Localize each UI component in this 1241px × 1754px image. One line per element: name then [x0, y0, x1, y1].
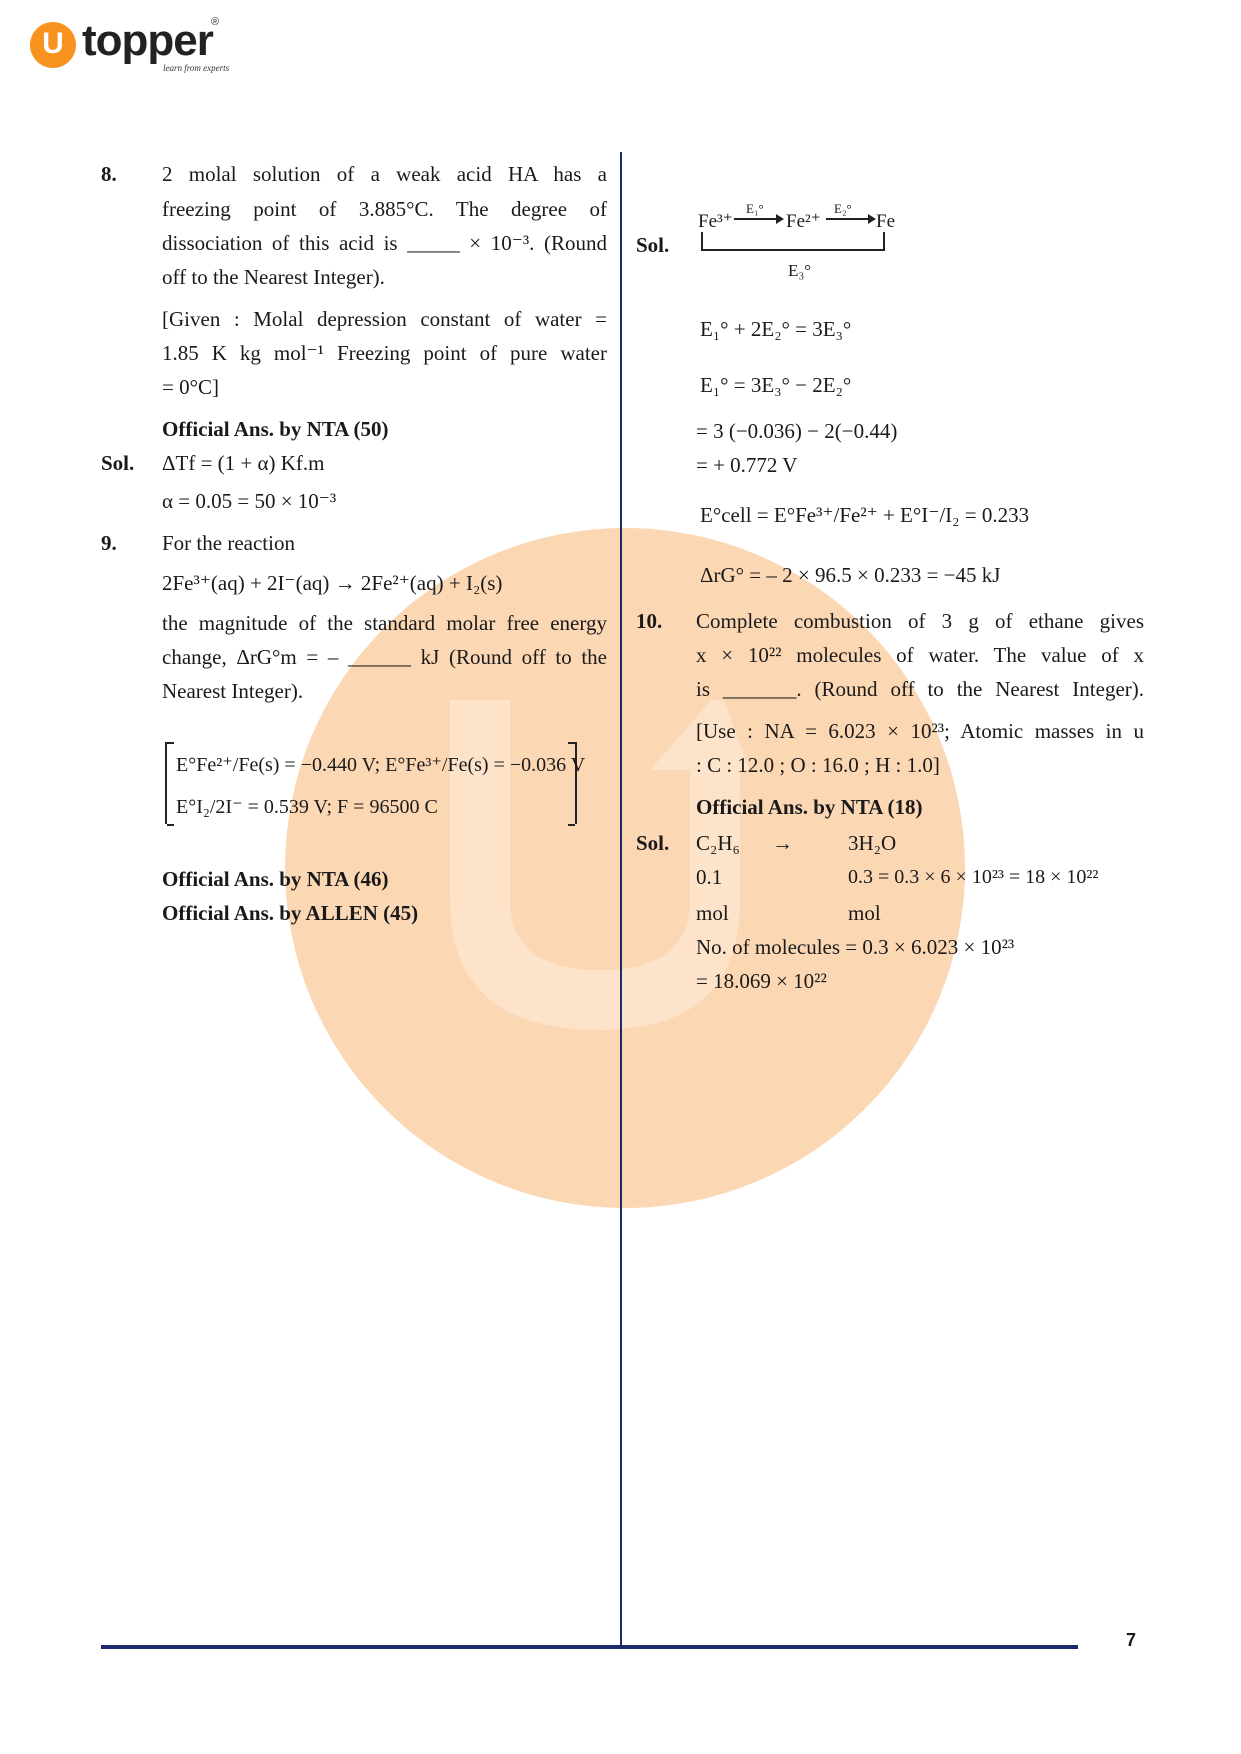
- question-text-line: Complete combustion of 3 g of ethane gives: [696, 609, 1144, 633]
- question-text-line: Nearest Integer).: [162, 679, 304, 703]
- mole-value: 0.1: [696, 865, 723, 889]
- arrow-right-icon: [734, 212, 784, 226]
- question-number: 10.: [636, 609, 663, 633]
- logo-wordmark: topper: [82, 16, 213, 65]
- diagram-fe2: Fe²⁺: [786, 211, 821, 232]
- official-answer-nta: Official Ans. by NTA (46): [162, 867, 389, 891]
- official-answer: Official Ans. by NTA (18): [696, 795, 923, 819]
- given-line: [Given : Molal depression constant of water =: [162, 307, 607, 331]
- solution-equation: ΔrG° = – 2 × 96.5 × 0.233 = −45 kJ: [700, 563, 1001, 587]
- logo-icon: U: [30, 22, 76, 68]
- diagram-e1: E₁°: [746, 201, 764, 216]
- given-line: 1.85 K kg mol⁻¹ Freezing point of pure water: [162, 341, 607, 365]
- question-number: 8.: [101, 162, 117, 186]
- solution-label: Sol.: [636, 233, 670, 257]
- solution-equation: = + 0.772 V: [696, 453, 798, 477]
- question-text-line: x × 10²² molecules of water. The value of x: [696, 643, 1144, 667]
- reactant-formula: C₂H₆: [696, 831, 740, 855]
- use-line: [Use : NA = 6.023 × 10²³; Atomic masses in u: [696, 719, 1144, 743]
- mole-unit: mol: [848, 901, 881, 925]
- product-formula: 3H₂O: [848, 831, 897, 855]
- solution-equation: = 3 (−0.036) − 2(−0.44): [696, 419, 898, 443]
- given-line: = 0°C]: [162, 375, 219, 399]
- reaction-arrow: →: [772, 831, 793, 855]
- given-potential-line: E°Fe²⁺/Fe(s) = −0.440 V; E°Fe³⁺/Fe(s) = −0.036 V: [176, 754, 586, 776]
- question-text-line: the magnitude of the standard molar free energy: [162, 611, 607, 635]
- question-text-line: is _______. (Round off to the Nearest Integer).: [696, 677, 1144, 701]
- page-number: 7: [1126, 1630, 1137, 1650]
- solution-equation: E°cell = E°Fe³⁺/Fe²⁺ + E°I⁻/I₂ = 0.233: [700, 503, 1030, 527]
- molecules-line: No. of molecules = 0.3 × 6.023 × 10²³: [696, 935, 1015, 959]
- question-text-line: off to the Nearest Integer).: [162, 265, 385, 289]
- solution-line: ΔTf = (1 + α) Kf.m: [162, 451, 325, 475]
- question-text-line: dissociation of this acid is _____ × 10⁻³. (Round: [162, 231, 607, 255]
- solution-label: Sol.: [636, 831, 670, 855]
- mole-unit: mol: [696, 901, 729, 925]
- solution-equation: E₁° = 3E₃° − 2E₂°: [700, 373, 852, 397]
- diagram-fe3: Fe³⁺: [698, 211, 733, 232]
- logo-registered: ®: [211, 16, 220, 28]
- reaction-equation: 2Fe³⁺(aq) + 2I⁻(aq) → 2Fe²⁺(aq) + I₂(s): [162, 571, 503, 595]
- logo-tagline: learn from experts: [163, 63, 230, 73]
- use-line: : C : 12.0 ; O : 16.0 ; H : 1.0]: [696, 753, 940, 777]
- official-answer: Official Ans. by NTA (50): [162, 417, 389, 441]
- question-text-line: For the reaction: [162, 531, 295, 555]
- question-text-line: freezing point of 3.885°C. The degree of: [162, 197, 607, 221]
- solution-label: Sol.: [101, 451, 135, 475]
- question-text-line: change, ΔrG°m = – ______ kJ (Round off to the: [162, 645, 607, 669]
- mole-calculation: 0.3 = 0.3 × 6 × 10²³ = 18 × 10²²: [848, 866, 1099, 888]
- diagram-bracket: [700, 232, 890, 252]
- diagram-e3: E₃°: [788, 261, 812, 280]
- solution-line: α = 0.05 = 50 × 10⁻³: [162, 489, 337, 513]
- arrow-right-icon: [826, 212, 876, 226]
- solution-equation: E₁° + 2E₂° = 3E₃°: [700, 317, 852, 341]
- official-answer-allen: Official Ans. by ALLEN (45): [162, 901, 419, 925]
- diagram-e2: E₂°: [834, 201, 852, 216]
- given-potential-line: E°I₂/2I⁻ = 0.539 V; F = 96500 C: [176, 796, 438, 818]
- diagram-fe: Fe: [876, 211, 895, 232]
- footer-rule: [101, 1645, 1078, 1649]
- result-line: = 18.069 × 10²²: [696, 969, 827, 993]
- question-text-line: 2 molal solution of a weak acid HA has a: [162, 162, 607, 186]
- question-number: 9.: [101, 531, 117, 555]
- column-divider: [620, 152, 622, 1647]
